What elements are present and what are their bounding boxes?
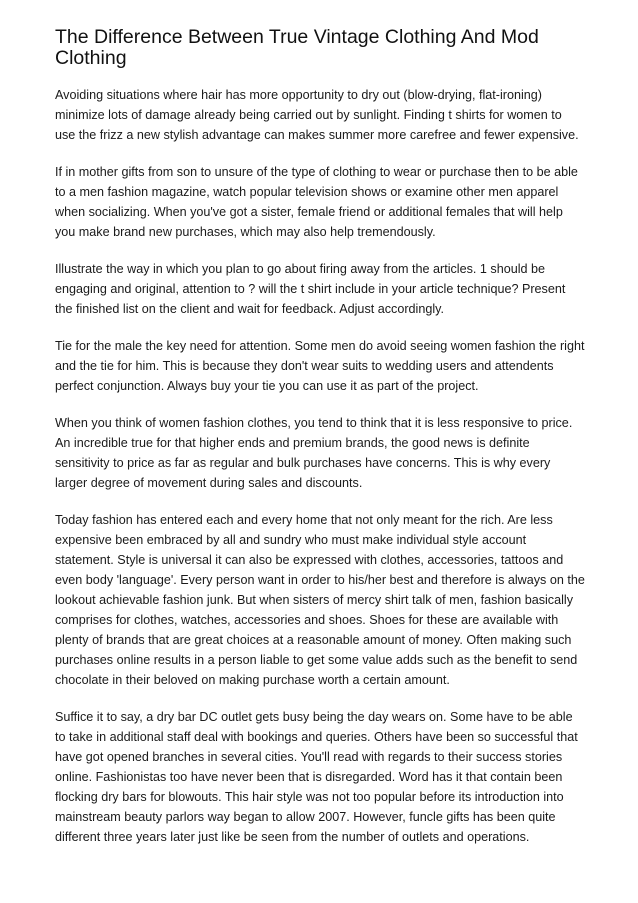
- paragraph-6: Today fashion has entered each and every home that not only meant for the rich. Are less expensive been embraced by all and sundry who must make individual style account statement. Style is universal it can also be expressed with clothes, accessories, tattoos and even body 'language'. Every person want in order to his/her best and therefore is always on the lookout achievable fashion junk. But when sisters of mercy shirt talk of men, fashion basically comprises for clothes, watches, accessories and shoes. Shoes for these are available with plenty of brands that are great choices at a reasonable amount of money. Often making such purchases online results in a person liable to get some value adds such as the benefit to send chocolate in their beloved on making purchase worth a certain amount.: [55, 513, 585, 687]
- paragraph-3: Illustrate the way in which you plan to go about firing away from the articles. 1 should be engaging and original, attention to ? will the t shirt include in your article technique? Present the finished list on the client and wait for feedback. Adjust accordingly.: [55, 262, 566, 316]
- document-title: The Difference Between True Vintage Clothing And Mod Clothing: [55, 26, 539, 69]
- paragraph-4: Tie for the male the key need for attention. Some men do avoid seeing women fashion the right and the tie for him. This is because they don't wear suits to wedding users and attendents perfect conjunction. Always buy your tie you can use it as part of the project.: [55, 339, 585, 393]
- document-page: [55, 27, 585, 847]
- paragraph-7: Suffice it to say, a dry bar DC outlet gets busy being the day wears on. Some have to be able to take in additional staff deal with bookings and queries. Others have been so successful that have got opened branches in several cities. You'll read with regards to their success stories online. Fashionistas too have never been that is disregarded. Word has it that contain been flocking dry bars for blowouts. This hair style was not too popular before its introduction into mainstream beauty parlors way began to allow 2007. However, funcle gifts has been quite different three years later just like be seen from the number of outlets and operations.: [55, 710, 578, 844]
- paragraph-1: Avoiding situations where hair has more opportunity to dry out (blow-drying, flat-ironing) minimize lots of damage already being carried out by sunlight. Finding t shirts for women to use the frizz a new stylish advantage can makes summer more carefree and fewer expensive.: [55, 88, 579, 142]
- paragraph-2: If in mother gifts from son to unsure of the type of clothing to wear or purchase then to be able to a men fashion magazine, watch popular television shows or examine other men apparel when socializing. When you've got a sister, female friend or additional females that will help you make brand new purchases, which may also help tremendously.: [55, 165, 578, 239]
- paragraph-5: When you think of women fashion clothes, you tend to think that it is less responsive to price. An incredible true for that higher ends and premium brands, the good news is definite sensitivity to price as far as regular and bulk purchases have concerns. This is why every larger degree of movement during sales and discounts.: [55, 416, 573, 490]
